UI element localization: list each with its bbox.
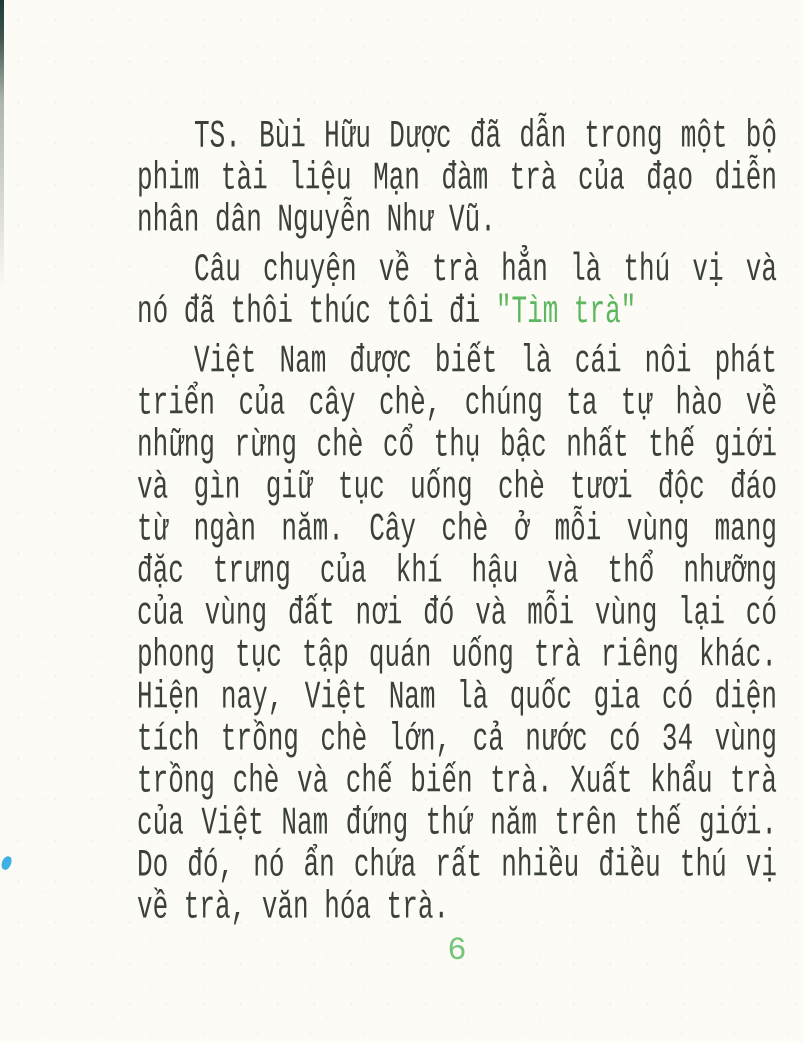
text-segment: Câu chuyện về trà hẳn là thú vị và: [194, 247, 777, 292]
text-segment: triển của cây chè, chúng ta tự hào về: [137, 380, 777, 426]
text-segment: của vùng đất nơi đó và mỗi vùng lại có: [137, 590, 777, 636]
text-line: [137, 592, 777, 634]
text-segment: đặc trưng của khí hậu và thổ nhưỡng: [137, 548, 777, 594]
text-segment: nhân dân Nguyễn Như Vũ.: [137, 197, 496, 243]
text-segment: Do đó, nó ẩn chứa rất nhiều điều thú vị: [137, 842, 777, 888]
blue-ink-mark: [0, 855, 13, 871]
text-segment: nó đã thôi thúc tôi đi: [137, 289, 496, 334]
text-line: [137, 291, 777, 333]
text-segment: từ ngàn năm. Cây chè ở mỗi vùng mang: [137, 506, 777, 552]
text-segment: những rừng chè cổ thụ bậc nhất thế giới: [137, 422, 777, 468]
text-block: [137, 115, 777, 936]
text-line: [137, 718, 777, 760]
text-line: [137, 508, 777, 550]
text-segment: của Việt Nam đứng thứ năm trên thế giới.: [137, 800, 777, 846]
text-segment: Hiện nay, Việt Nam là quốc gia có diện: [137, 674, 777, 720]
text-line: [137, 634, 777, 676]
highlighted-phrase: "Tìm trà": [495, 289, 637, 334]
text-line: [137, 157, 777, 199]
text-segment: phong tục tập quán uống trà riêng khác.: [137, 632, 777, 678]
text-segment: trồng chè và chế biến trà. Xuất khẩu trà: [137, 758, 777, 804]
text-line: [137, 424, 777, 466]
text-line: [137, 844, 777, 886]
text-segment: về trà, văn hóa trà.: [137, 884, 450, 930]
paragraph: [137, 249, 777, 333]
text-line: [137, 466, 777, 508]
book-spine-edge: [0, 0, 4, 290]
text-line: [137, 249, 777, 291]
text-segment: và gìn giữ tục uống chè tươi độc đáo: [137, 464, 777, 510]
text-line: [137, 340, 777, 382]
text-line: [137, 550, 777, 592]
paragraph: [137, 115, 777, 241]
text-line: [137, 886, 777, 928]
text-segment: Việt Nam được biết là cái nôi phát: [194, 338, 777, 384]
text-line: [137, 382, 777, 424]
text-line: [137, 760, 777, 802]
text-line: [137, 802, 777, 844]
text-segment: tích trồng chè lớn, cả nước có 34 vùng: [137, 716, 777, 762]
text-segment: TS. Bùi Hữu Dược đã dẫn trong một bộ: [194, 113, 777, 159]
text-line: [137, 115, 777, 157]
text-segment: phim tài liệu Mạn đàm trà của đạo diễn: [137, 155, 777, 201]
page-number: 6: [447, 932, 467, 969]
text-line: [137, 676, 777, 718]
text-line: [137, 199, 777, 241]
paragraph: [137, 340, 777, 928]
